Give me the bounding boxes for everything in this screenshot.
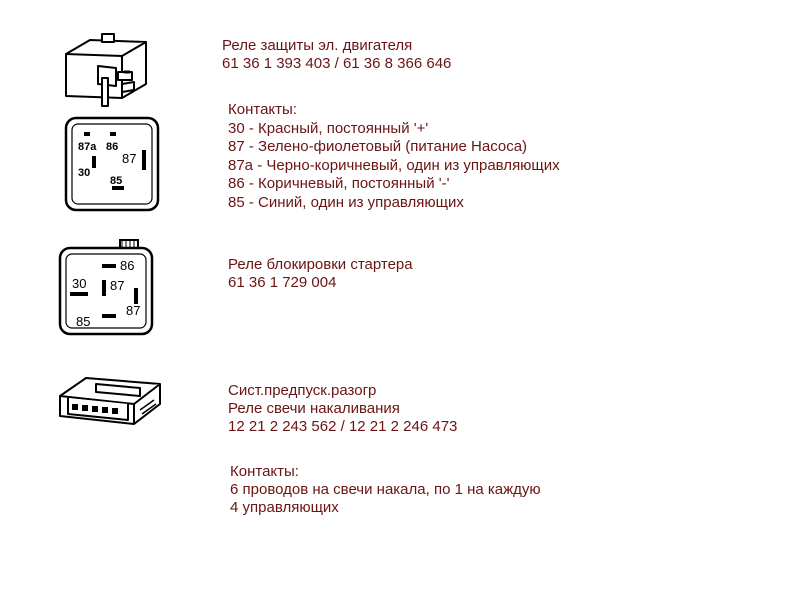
contact-item: 85 - Синий, один из управляющих [228,193,464,211]
contact-item: 4 управляющих [230,499,339,516]
contact-item: 86 - Коричневый, постоянный '-' [228,175,450,192]
relay3-title: Сист.предпуск.разогр [228,382,377,399]
relay3-header [228,382,457,436]
pin-86: 86 [120,258,135,273]
relay2-part-numbers: 61 36 1 729 004 [228,274,337,291]
contact-item: 30 - Красный, постоянный '+' [228,119,429,137]
relay1-title: Реле защиты эл. двигателя [222,37,413,54]
relay-protection-3d-icon [58,32,158,112]
relay2-header [228,256,413,292]
relay1-contacts [228,101,560,212]
pin-85: 85 [76,314,91,329]
pin-86: 86 [106,141,119,153]
relay3-contacts [230,463,541,517]
pin-30: 30 [78,167,91,179]
pin-30: 30 [72,276,87,291]
contact-item: 87a - Черно-коричневый, один из управляющих [228,156,560,174]
relay-glow-plug-3d-icon [56,374,168,432]
pin-87: 87 [122,151,137,166]
pin-85: 85 [110,175,123,187]
relay1-part-numbers: 61 36 1 393 403 / 61 36 8 366 646 [222,55,452,72]
contact-item: 6 проводов на свечи накала, по 1 на каждую [230,481,541,498]
pin-87a: 87a [78,141,97,153]
relay1-header [222,37,451,73]
relay-starter-pin-diagram [56,238,156,338]
pin-87-right: 87 [126,303,141,318]
relay3-part-numbers: 12 21 2 243 562 / 12 21 2 246 473 [228,418,458,435]
relay-protection-pin-diagram [64,116,160,212]
relay3-contacts-heading: Контакты: [230,463,299,480]
relay3-subtitle: Реле свечи накаливания [228,400,400,417]
contact-item: 87 - Зелено-фиолетовый (питание Насоса) [228,138,528,155]
relay1-contacts-heading: Контакты: [228,101,297,118]
pin-87-center: 87 [110,278,125,293]
relay2-title: Реле блокировки стартера [228,256,413,273]
